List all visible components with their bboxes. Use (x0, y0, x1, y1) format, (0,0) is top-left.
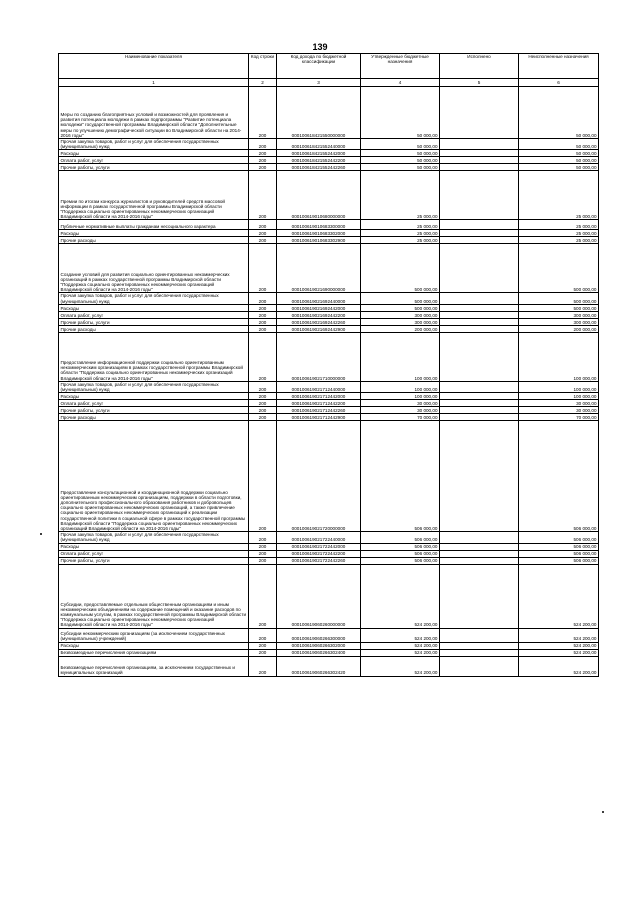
row-remaining: 100 000,00 (519, 332, 599, 381)
row-kbk: 000100618421552442000 (277, 150, 361, 157)
row-kbk: 000100619060266302400 (277, 649, 361, 656)
row-name: Оплата работ, услуг (59, 311, 249, 318)
table-row (59, 532, 599, 543)
header-row (59, 54, 599, 79)
table-row (59, 139, 599, 150)
row-approved: 100 000,00 (361, 332, 440, 381)
row-executed (440, 400, 519, 407)
row-name: Безвозмездные перечисления организациям, за исключением государственных и муниципальных организаций (59, 656, 249, 676)
row-line-code: 200 (249, 628, 277, 642)
row-executed (440, 550, 519, 557)
row-name: Создание условий для развития социально ориентированных некоммерческих организаций в рамках государственной программы Владимирской области "Поддержка социально ориентированных некоммерческих организаций Владимирской области на 2014-2016 годы" (59, 244, 249, 293)
row-name: Расходы (59, 150, 249, 157)
row-kbk: 000100619010683302900 (277, 237, 361, 244)
row-remaining: 500 000,00 (519, 304, 599, 311)
row-name: Прочие расходы (59, 237, 249, 244)
table-row (59, 157, 599, 164)
row-name: Расходы (59, 642, 249, 649)
row-executed (440, 311, 519, 318)
row-kbk: 000100619021712442200 (277, 400, 361, 407)
header-kbk: Код дохода по бюджетной классификации (277, 54, 361, 79)
row-kbk: 000100618421550000000 (277, 87, 361, 139)
row-line-code: 200 (249, 642, 277, 649)
row-executed (440, 407, 519, 414)
table-row (59, 414, 599, 421)
row-line-code: 200 (249, 332, 277, 381)
row-approved: 50 000,00 (361, 164, 440, 171)
row-line-code: 200 (249, 393, 277, 400)
row-line-code: 200 (249, 421, 277, 532)
row-name: Прочие работы, услуги (59, 557, 249, 564)
row-kbk: 000100619021692442000 (277, 304, 361, 311)
header-name: Наименование показателя (59, 54, 249, 79)
column-number: 3 (277, 79, 361, 87)
row-executed (440, 325, 519, 332)
row-kbk: 000100619010683302000 (277, 230, 361, 237)
row-approved: 50 000,00 (361, 157, 440, 164)
row-kbk: 000100619021712440000 (277, 381, 361, 392)
row-name: Субсидии, предоставляемые отдельным общественным организациям и иным некоммерческим объединениям на содержание помещений и оказание расходов по коммунальным услугам, в рамках государственной программы Владимирской области "Поддержка социально ориентированных некоммерческих организаций Владимирской области на 2014-2016 годы" (59, 564, 249, 628)
row-executed (440, 564, 519, 628)
row-remaining: 524 200,00 (519, 656, 599, 676)
row-remaining: 30 000,00 (519, 407, 599, 414)
row-executed (440, 87, 519, 139)
row-remaining: 50 000,00 (519, 150, 599, 157)
row-approved: 50 000,00 (361, 87, 440, 139)
row-approved: 70 000,00 (361, 414, 440, 421)
row-executed (440, 656, 519, 676)
table-row (59, 244, 599, 293)
row-remaining: 524 200,00 (519, 628, 599, 642)
row-line-code: 200 (249, 139, 277, 150)
table-row (59, 642, 599, 649)
row-executed (440, 244, 519, 293)
row-name: Предоставление информационной поддержки социально ориентированным некоммерческим организациям в рамках государственной программы Владимирской области "Поддержка социально ориентированных некоммерческих организаций Владимирской области на 2014-2016 годы" (59, 332, 249, 381)
row-kbk: 000100619021692440000 (277, 293, 361, 304)
row-approved: 100 000,00 (361, 381, 440, 392)
row-name: Оплата работ, услуг (59, 157, 249, 164)
table-row (59, 649, 599, 656)
table-row (59, 628, 599, 642)
table-row (59, 304, 599, 311)
column-number-row (59, 79, 599, 87)
row-kbk: 000100619021692442200 (277, 311, 361, 318)
row-executed (440, 332, 519, 381)
row-approved: 506 000,00 (361, 557, 440, 564)
row-executed (440, 557, 519, 564)
table-row (59, 543, 599, 550)
row-name: Оплата работ, услуг (59, 400, 249, 407)
row-line-code: 200 (249, 543, 277, 550)
row-executed (440, 381, 519, 392)
row-kbk: 000100619021712442900 (277, 414, 361, 421)
row-kbk: 000100618421552440000 (277, 139, 361, 150)
row-remaining: 25 000,00 (519, 230, 599, 237)
row-name: Расходы (59, 230, 249, 237)
table-row (59, 564, 599, 628)
row-approved: 524 200,00 (361, 628, 440, 642)
table-row (59, 421, 599, 532)
row-name: Предоставление консультационной и координационной поддержки социально ориентированным некоммерческим организациям, поддержки в области подготовки, дополнительного профессионального образования работников и добровольцев социально ориентированных некоммерческих организаций, а также привлечение социально ориентированных некоммерческих организаций к реализации государственной политики в социальной сфере в рамках государственной программы Владимирской области "Поддержка социально ориентированных некоммерческих организаций Владимирской области на 2014-2016 годы" (59, 421, 249, 532)
row-remaining: 300 000,00 (519, 311, 599, 318)
row-remaining: 200 000,00 (519, 325, 599, 332)
row-executed (440, 421, 519, 532)
table-row (59, 311, 599, 318)
row-remaining: 506 000,00 (519, 543, 599, 550)
row-executed (440, 139, 519, 150)
row-remaining: 524 200,00 (519, 564, 599, 628)
row-line-code: 200 (249, 325, 277, 332)
row-approved: 524 200,00 (361, 649, 440, 656)
row-remaining: 500 000,00 (519, 244, 599, 293)
table-row (59, 400, 599, 407)
row-name: Меры по созданию благоприятных условий и возможностей для проявления и развития потенциала молодежи в рамках подпрограммы "Развитие потенциала молодежи" государственной программы Владимирской области "Дополнительные меры по улучшению демографической ситуации во Владимирской области на 2014-2016 годы" (59, 87, 249, 139)
row-approved: 500 000,00 (361, 244, 440, 293)
row-remaining: 500 000,00 (519, 293, 599, 304)
row-kbk: 000100619021692442260 (277, 318, 361, 325)
row-line-code: 200 (249, 220, 277, 230)
row-remaining: 506 000,00 (519, 550, 599, 557)
row-line-code: 200 (249, 414, 277, 421)
row-line-code: 200 (249, 150, 277, 157)
row-approved: 25 000,00 (361, 237, 440, 244)
row-remaining: 70 000,00 (519, 414, 599, 421)
row-remaining: 30 000,00 (519, 400, 599, 407)
row-executed (440, 220, 519, 230)
row-approved: 300 000,00 (361, 311, 440, 318)
row-executed (440, 318, 519, 325)
row-executed (440, 237, 519, 244)
row-remaining: 25 000,00 (519, 237, 599, 244)
row-approved: 524 200,00 (361, 656, 440, 676)
row-remaining: 506 000,00 (519, 532, 599, 543)
table-row (59, 656, 599, 676)
row-name: Прочие расходы (59, 325, 249, 332)
row-kbk: 000100619021692442900 (277, 325, 361, 332)
row-executed (440, 293, 519, 304)
table-row (59, 381, 599, 392)
row-remaining: 50 000,00 (519, 139, 599, 150)
table-row (59, 230, 599, 237)
row-name: Публичные нормативные выплаты гражданам несоциального характера (59, 220, 249, 230)
row-name: Прочие работы, услуги (59, 164, 249, 171)
row-remaining: 50 000,00 (519, 87, 599, 139)
row-kbk: 000100619021720000000 (277, 421, 361, 532)
row-remaining: 50 000,00 (519, 164, 599, 171)
header-approved: Утвержденные бюджетные назначения (361, 54, 440, 79)
column-number: 4 (361, 79, 440, 87)
table-row (59, 550, 599, 557)
row-kbk: 000100619021712442260 (277, 407, 361, 414)
scan-mark (602, 811, 604, 813)
row-remaining: 100 000,00 (519, 381, 599, 392)
row-name: Прочие расходы (59, 414, 249, 421)
row-approved: 50 000,00 (361, 139, 440, 150)
row-name: Прочие работы, услуги (59, 407, 249, 414)
row-line-code: 200 (249, 649, 277, 656)
table-row (59, 220, 599, 230)
row-approved: 500 000,00 (361, 304, 440, 311)
row-name: Прочая закупка товаров, работ и услуг для обеспечения государственных (муниципальных) нужд (59, 532, 249, 543)
row-executed (440, 150, 519, 157)
row-name: Оплата работ, услуг (59, 550, 249, 557)
table-row (59, 150, 599, 157)
row-kbk: 000100619021722442260 (277, 557, 361, 564)
row-executed (440, 230, 519, 237)
row-executed (440, 628, 519, 642)
row-approved: 100 000,00 (361, 393, 440, 400)
row-remaining: 100 000,00 (519, 393, 599, 400)
row-remaining: 524 200,00 (519, 649, 599, 656)
row-executed (440, 543, 519, 550)
row-approved: 30 000,00 (361, 407, 440, 414)
row-approved: 30 000,00 (361, 400, 440, 407)
row-kbk: 000100619010680000000 (277, 171, 361, 220)
row-name: Прочая закупка товаров, работ и услуг для обеспечения государственных (муниципальных) нужд (59, 381, 249, 392)
page-number: 139 (312, 42, 328, 52)
table-row (59, 318, 599, 325)
row-approved: 25 000,00 (361, 171, 440, 220)
row-kbk: 000100618421552442260 (277, 164, 361, 171)
row-kbk: 000100619060260000000 (277, 564, 361, 628)
row-name: Прочие работы, услуги (59, 318, 249, 325)
row-line-code: 200 (249, 171, 277, 220)
row-executed (440, 157, 519, 164)
row-approved: 25 000,00 (361, 230, 440, 237)
row-executed (440, 649, 519, 656)
row-remaining: 50 000,00 (519, 157, 599, 164)
table-row (59, 293, 599, 304)
row-approved: 506 000,00 (361, 421, 440, 532)
row-line-code: 200 (249, 407, 277, 414)
row-executed (440, 414, 519, 421)
table-row (59, 87, 599, 139)
row-approved: 506 000,00 (361, 543, 440, 550)
column-number: 2 (249, 79, 277, 87)
row-name: Расходы (59, 304, 249, 311)
row-name: Безвозмездные перечисления организациям (59, 649, 249, 656)
budget-table (58, 53, 599, 677)
row-kbk: 000100619021722442000 (277, 543, 361, 550)
row-remaining: 300 000,00 (519, 318, 599, 325)
row-approved: 506 000,00 (361, 550, 440, 557)
row-executed (440, 642, 519, 649)
row-name: Прочая закупка товаров, работ и услуг для обеспечения государственных (муниципальных) нужд (59, 293, 249, 304)
row-line-code: 200 (249, 304, 277, 311)
row-approved: 524 200,00 (361, 642, 440, 649)
row-kbk: 000100619060266302000 (277, 642, 361, 649)
table-row (59, 393, 599, 400)
row-kbk: 000100619021690000000 (277, 244, 361, 293)
row-executed (440, 304, 519, 311)
row-remaining: 506 000,00 (519, 421, 599, 532)
table-row (59, 557, 599, 564)
row-name: Прочая закупка товаров, работ и услуг для обеспечения государственных (муниципальных) нужд (59, 139, 249, 150)
row-kbk: 000100619021710000000 (277, 332, 361, 381)
row-line-code: 200 (249, 230, 277, 237)
row-line-code: 200 (249, 557, 277, 564)
table-row (59, 332, 599, 381)
row-line-code: 200 (249, 400, 277, 407)
header-executed: Исполнено (440, 54, 519, 79)
row-line-code: 200 (249, 293, 277, 304)
column-number: 1 (59, 79, 249, 87)
row-approved: 524 200,00 (361, 564, 440, 628)
row-line-code: 200 (249, 87, 277, 139)
row-kbk: 000100619021712442000 (277, 393, 361, 400)
row-approved: 25 000,00 (361, 220, 440, 230)
column-number: 5 (440, 79, 519, 87)
row-kbk: 000100618421552442200 (277, 157, 361, 164)
row-kbk: 000100619021722442200 (277, 550, 361, 557)
header-line-code: Код строки (249, 54, 277, 79)
row-approved: 50 000,00 (361, 150, 440, 157)
row-approved: 300 000,00 (361, 318, 440, 325)
row-line-code: 200 (249, 237, 277, 244)
row-remaining: 25 000,00 (519, 171, 599, 220)
row-line-code: 200 (249, 311, 277, 318)
scan-mark (40, 533, 42, 535)
row-approved: 500 000,00 (361, 293, 440, 304)
row-approved: 506 000,00 (361, 532, 440, 543)
row-kbk: 000100619021722440000 (277, 532, 361, 543)
row-executed (440, 171, 519, 220)
row-remaining: 25 000,00 (519, 220, 599, 230)
row-name: Субсидии некоммерческим организациям (за исключением государственных (муниципальных) учреждений) (59, 628, 249, 642)
row-executed (440, 164, 519, 171)
row-line-code: 200 (249, 550, 277, 557)
row-line-code: 200 (249, 318, 277, 325)
table-row (59, 237, 599, 244)
header-remaining: Неисполненные назначения (519, 54, 599, 79)
row-executed (440, 532, 519, 543)
row-line-code: 200 (249, 381, 277, 392)
row-approved: 200 000,00 (361, 325, 440, 332)
row-remaining: 506 000,00 (519, 557, 599, 564)
row-line-code: 200 (249, 532, 277, 543)
table-row (59, 164, 599, 171)
row-line-code: 200 (249, 164, 277, 171)
row-kbk: 000100619060266300000 (277, 628, 361, 642)
table-row (59, 407, 599, 414)
row-remaining: 524 200,00 (519, 642, 599, 649)
row-kbk: 000100619010683300000 (277, 220, 361, 230)
column-number: 6 (519, 79, 599, 87)
row-name: Премии по итогам конкурса журналистов и руководителей средств массовой информации в рамках государственной программы Владимирской области "Поддержка социально ориентированных некоммерческих организаций Владимирской области на 2014-2016 годы" (59, 171, 249, 220)
row-name: Расходы (59, 393, 249, 400)
row-line-code: 200 (249, 157, 277, 164)
table-row (59, 325, 599, 332)
row-line-code: 200 (249, 564, 277, 628)
table-row (59, 171, 599, 220)
row-line-code: 200 (249, 244, 277, 293)
row-line-code: 200 (249, 656, 277, 676)
row-executed (440, 393, 519, 400)
row-name: Расходы (59, 543, 249, 550)
row-kbk: 000100619060266302420 (277, 656, 361, 676)
